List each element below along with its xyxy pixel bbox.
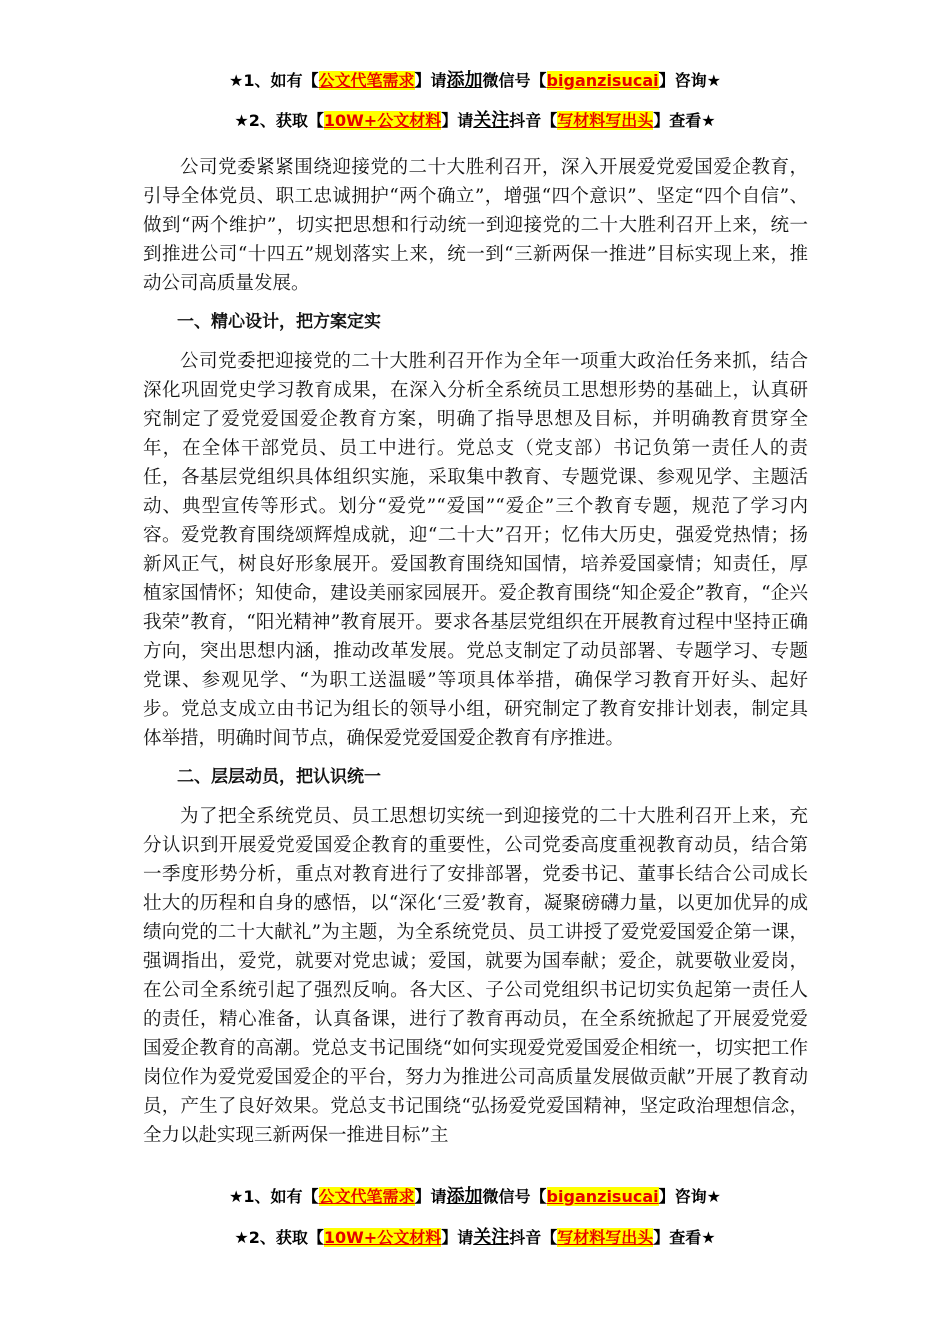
banner-highlight: 公文代笔需求 (318, 1187, 415, 1206)
banner-text: ★2、获取【 (234, 111, 324, 130)
section-2-paragraph: 为了把全系统党员、员工思想切实统一到迎接党的二十大胜利召开上来，充分认识到开展爱党爱国爱企教育的重要性，公司党委高度重视教育动员，结合第一季度形势分析，重点对教育进行了安排部署，党委书记、董事长结合公司成长壮大的历程和自身的感悟，以“深化‘三爱’教育，凝聚磅礴力量，以更加优异的成绩向党的二十大献礼”为主题，为全系统党员、员工讲授了爱党爱国爱企第一课，强调指出，爱党，就要对党忠诚；爱国，就要为国奉献；爱企，就要敬业爱岗，在公司全系统引起了强烈反响。各大区、子公司党组织书记切实负起第一责任人的责任，精心准备，认真备课，进行了教育再动员，在全系统掀起了开展爱党爱国爱企教育的高潮。党总支书记围绕“如何实现爱党爱国爱企相统一，切实把工作岗位作为爱党爱国爱企的平台，努力为推进公司高质量发展做贡献”开展了教育动员，产生了良好效果。党总支书记围绕“弘扬爱党爱国精神，坚定政治理想信念，全力以赴实现三新两保一推进目标”主 (143, 806, 808, 1146)
promo-banner-bottom-line1 (0, 1186, 950, 1208)
banner-text: 】查看★ (653, 111, 716, 130)
banner-text: 微信号【 (482, 1187, 547, 1206)
banner-text: 】请 (441, 111, 474, 130)
banner-text: 】请 (441, 1228, 474, 1247)
banner-highlight: biganzisucai (546, 1187, 659, 1206)
banner-underlined: 关注 (473, 110, 510, 131)
banner-highlight: 写材料写出头 (557, 111, 654, 130)
banner-text: 】请 (414, 71, 447, 90)
banner-text: ★1、如有【 (229, 71, 319, 90)
promo-banner-top-line1 (0, 70, 950, 92)
banner-text: ★2、获取【 (234, 1228, 324, 1247)
section-heading-2: 二、层层动员，把认识统一 (177, 767, 381, 787)
banner-text: 微信号【 (482, 71, 547, 90)
banner-text: ★1、如有【 (229, 1187, 319, 1206)
banner-highlight: 10W+公文材料 (323, 111, 442, 130)
document-body (143, 153, 808, 1160)
banner-highlight: biganzisucai (546, 71, 659, 90)
banner-highlight: 10W+公文材料 (323, 1228, 442, 1247)
banner-underlined: 添加 (446, 1186, 483, 1207)
section-heading-1: 一、精心设计，把方案定实 (177, 312, 381, 332)
banner-text: 】查看★ (653, 1228, 716, 1247)
banner-underlined: 关注 (473, 1227, 510, 1248)
banner-highlight: 公文代笔需求 (318, 71, 415, 90)
promo-banner-top-line2 (0, 110, 950, 132)
section-1-paragraph: 公司党委把迎接党的二十大胜利召开作为全年一项重大政治任务来抓，结合深化巩固党史学习教育成果，在深入分析全系统员工思想形势的基础上，认真研究制定了爱党爱国爱企教育方案，明确了指导思想及目标，并明确教育贯穿全年，在全体干部党员、员工中进行。党总支（党支部）书记负第一责任人的责任，各基层党组织具体组织实施，采取集中教育、专题党课、参观见学、主题活动、典型宣传等形式。划分“爱党”“爱国”“爱企”三个教育专题，规范了学习内容。爱党教育围绕颂辉煌成就，迎“二十大”召开；忆伟大历史，强爱党热情；扬新风正气，树良好形象展开。爱国教育围绕知国情，培养爱国豪情；知责任，厚植家国情怀；知使命，建设美丽家园展开。爱企教育围绕“知企爱企”教育，“企兴我荣”教育，“阳光精神”教育展开。要求各基层党组织在开展教育过程中坚持正确方向，突出思想内涵，推动改革发展。党总支制定了动员部署、专题学习、专题党课、参观见学、“为职工送温暖”等项具体举措，确保学习教育开好头、起好步。党总支成立由书记为组长的领导小组，研究制定了教育安排计划表，制定具体举措，明确时间节点，确保爱党爱国爱企教育有序推进。 (143, 351, 808, 749)
banner-text: 】咨询★ (658, 1187, 721, 1206)
banner-text: 】咨询★ (658, 71, 721, 90)
banner-highlight: 写材料写出头 (557, 1228, 654, 1247)
banner-underlined: 添加 (446, 70, 483, 91)
promo-banner-bottom-line2 (0, 1227, 950, 1249)
banner-text: 抖音【 (509, 1228, 558, 1247)
intro-paragraph: 公司党委紧紧围绕迎接党的二十大胜利召开，深入开展爱党爱国爱企教育，引导全体党员、职工忠诚拥护“两个确立”，增强“四个意识”、坚定“四个自信”、做到“两个维护”，切实把思想和行动统一到迎接党的二十大胜利召开上来，统一到推进公司“十四五”规划落实上来，统一到“三新两保一推进”目标实现上来，推动公司高质量发展。 (143, 157, 808, 294)
banner-text: 抖音【 (509, 111, 558, 130)
banner-text: 】请 (414, 1187, 447, 1206)
